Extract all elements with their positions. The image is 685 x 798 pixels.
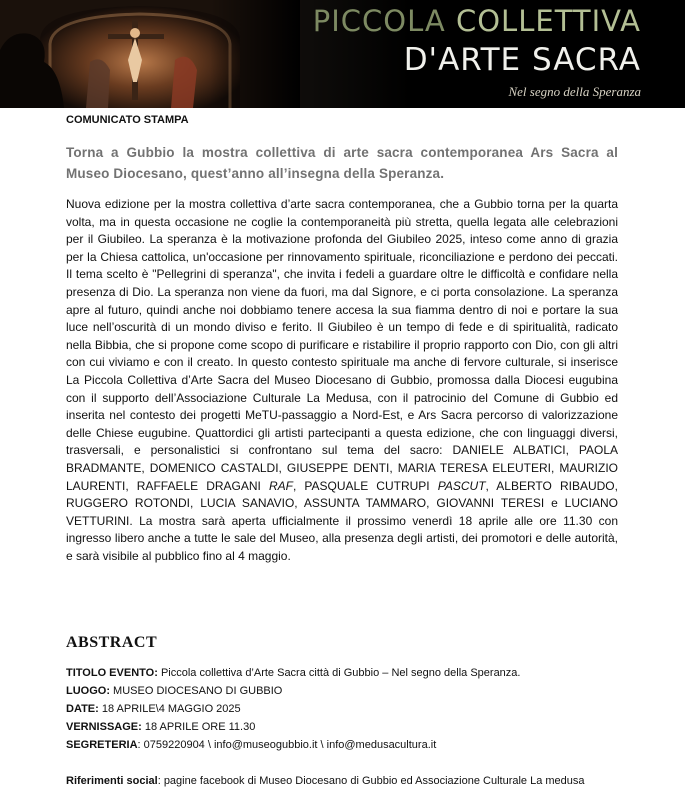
info-vernissage-value: 18 APRILE ORE 11.30: [141, 721, 256, 733]
info-segreteria-label: SEGRETERIA: [66, 739, 138, 751]
banner-title: [313, 2, 641, 80]
artist-tag-pascut: PASCUT: [437, 478, 486, 493]
info-luogo-label: LUOGO:: [66, 685, 110, 697]
body-text-part3: , ALBERTO RIBAUDO, RUGGERO ROTONDI, LUCIA SANAVIO, ASSUNTA TAMMARO, GIOVANNI TERESI e LUCIANO VETTURINI. La mostra sarà aperta ufficialmente il prossimo venerdì 18 aprile alle ore 11.30 con ingresso libero anche a tutte le sale del Museo, alla presenza degli artisti, dei promotori e delle autorità, e sarà visibile al pubblico fino al 4 maggio.: [66, 478, 618, 563]
info-titolo: [66, 667, 520, 679]
info-luogo: [66, 685, 282, 697]
fresco-image: [0, 0, 300, 108]
info-luogo-value: MUSEO DIOCESANO DI GUBBIO: [110, 685, 283, 697]
banner-title-collettiva: COLLETTIVA: [455, 4, 641, 38]
banner-title-arte-sacra: D'ARTE SACRA: [403, 42, 641, 78]
abstract-heading: ABSTRACT: [66, 634, 158, 651]
banner-title-piccola: PICCOLA: [312, 4, 456, 38]
body-paragraph: [66, 196, 618, 565]
info-social: [66, 775, 585, 787]
info-vernissage: [66, 721, 255, 733]
info-date-value: 18 APRILE\4 MAGGIO 2025: [98, 703, 241, 715]
info-date: [66, 703, 241, 715]
info-segreteria-value: : 0759220904 \ info@museogubbio.it \ info@medusacultura.it: [137, 739, 437, 751]
info-social-value: : pagine facebook di Museo Diocesano di Gubbio ed Associazione Culturale La medusa: [157, 775, 585, 787]
info-titolo-label: TITOLO EVENTO:: [66, 667, 158, 679]
body-text-part2: , PASQUALE CUTRUPI: [292, 478, 438, 493]
info-titolo-value: Piccola collettiva d’Arte Sacra città di Gubbio – Nel segno della Speranza.: [157, 667, 521, 679]
press-release-label: COMUNICATO STAMPA: [66, 114, 189, 126]
body-text-part1: Nuova edizione per la mostra collettiva d’arte sacra contemporanea, che a Gubbio torna per la quarta volta, ma in questa occasione ne coglie la contemporaneità più stretta, quella legata alle celebrazioni per il Giubileo. La speranza è la motivazione profonda del Giubileo 2025, inteso come anno di grazia per la Chiesa cattolica, un'occasione per rinnovamento spirituale, riconciliazione e perdono dei peccati. Il tema scelto è "Pellegrini di speranza", che invita i fedeli a guardare oltre le difficoltà e confidare nella presenza di Dio. La speranza non viene da fuori, ma dal Signore, e ci porta consolazione. La speranza apre al futuro, quindi anche noi dobbiamo tenere accesa la sua fiamma dentro di noi e portare la sua luce nell’oscurità di un mondo diviso e ferito. Il Giubileo è un tempo di fede e di spiritualità, radicato nella Bibbia, che si propone come scopo di purificare e ristabilire il proprio rapporto con Dio, con gli altri con cui viviamo e con il creato. In questo contesto spirituale ma anche di fervore culturale, si inserisce La Piccola Collettiva d’Arte Sacra del Museo Diocesano di Gubbio, promossa dalla Diocesi eugubina con il supporto dell’Associazione Culturale La Medusa, con il patrocinio del Comune di Gubbio ed inserita nel contesto dei progetti MeTU-passaggio a Nord-Est, e Ars Sacra percorso di valorizzazione delle Chiese eugubine. Quattordici gli artisti partecipanti a questa edizione, che con linguaggi diversi, trasversali, e personalistici si confrontano sul tema del sacro: DANIELE ALBATICI, PAOLA BRADMANTE, DOMENICO CASTALDI, GIUSEPPE DENTI, MARIA TERESA ELEUTERI, MAURIZIO LAURENTI, RAFFAELE DRAGANI: [66, 197, 618, 493]
info-segreteria: [66, 739, 436, 751]
artist-tag-raf: RAF: [268, 478, 293, 493]
header-banner: [0, 0, 685, 108]
info-date-label: DATE:: [66, 703, 99, 715]
info-vernissage-label: VERNISSAGE:: [66, 721, 142, 733]
headline: Torna a Gubbio la mostra collettiva di arte sacra contemporanea Ars Sacra al Museo Diocesano, quest’anno all’insegna della Speranza.: [66, 145, 618, 181]
banner-subtitle: Nel segno della Speranza: [508, 84, 641, 99]
info-social-label: Riferimenti social: [66, 775, 158, 787]
